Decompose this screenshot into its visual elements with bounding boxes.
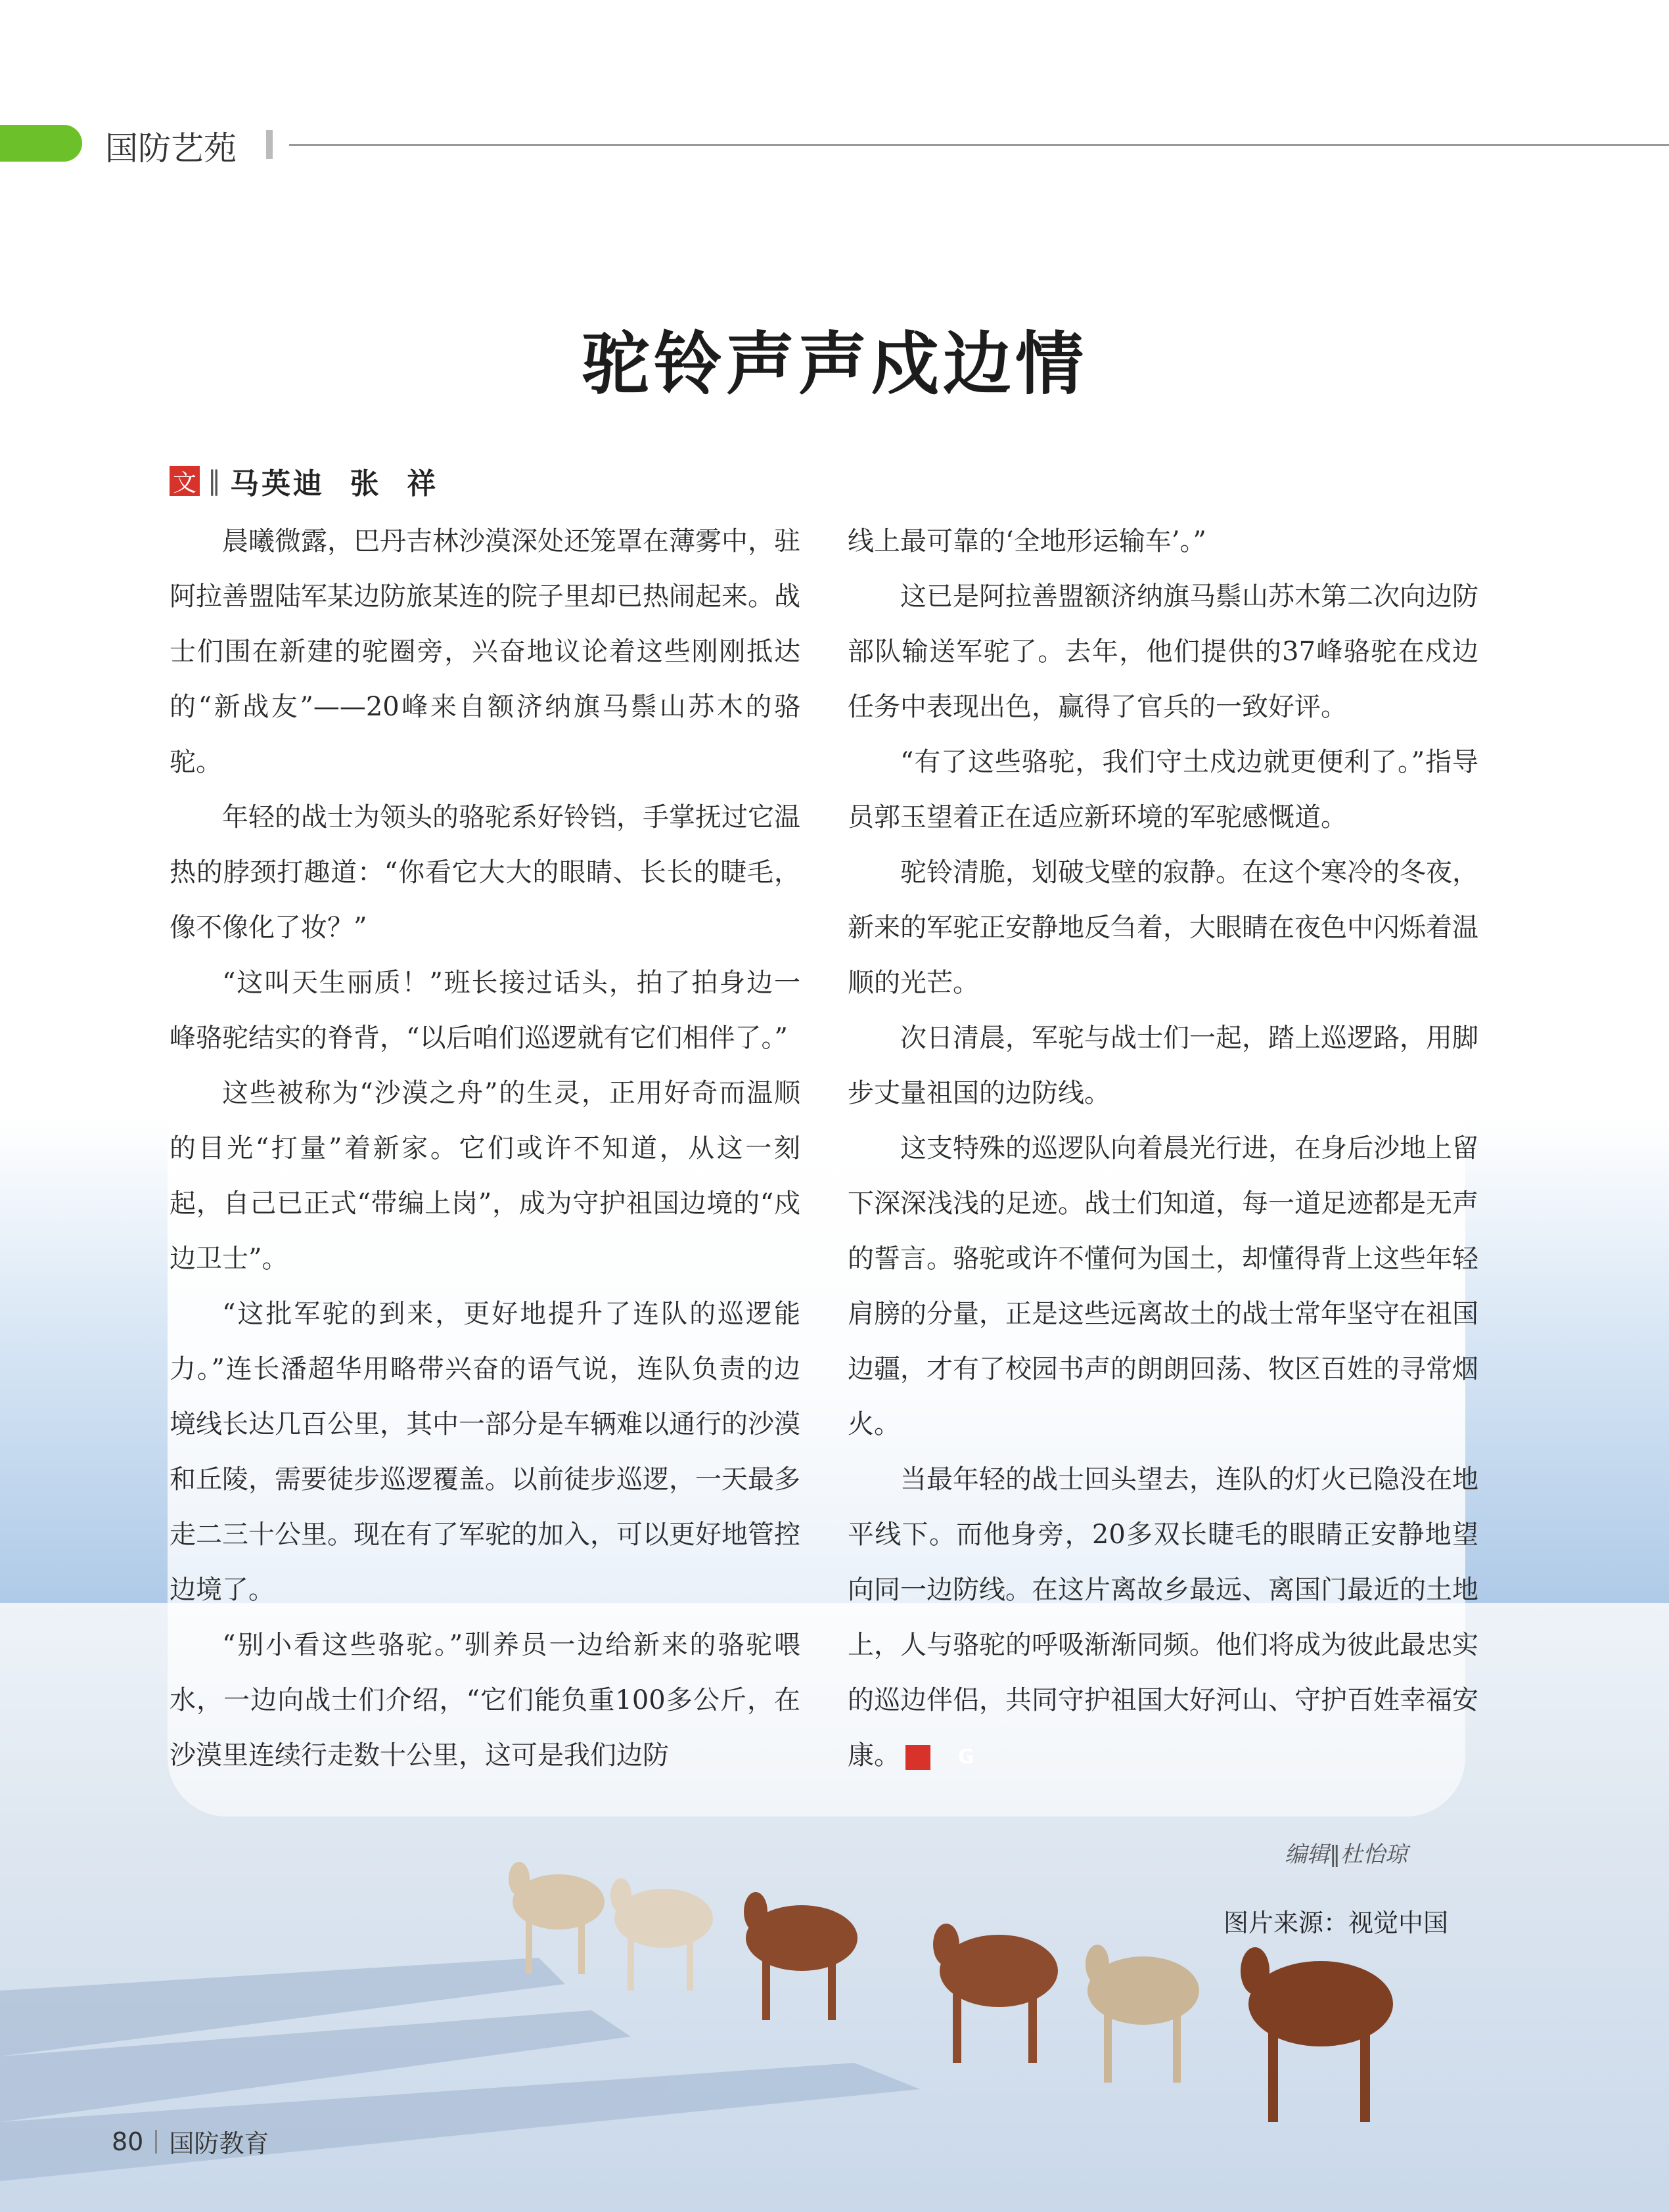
camel-1 [509, 1862, 605, 1974]
page-footer [112, 2123, 269, 2159]
paragraph: “有了这些骆驼，我们守土戍边就更便利了。”指导员郭玉望着正在适应新环境的军驼感慨道。 [848, 747, 1478, 832]
article-title: 驼铃声声戍边情 [581, 324, 1087, 404]
article-column-right [848, 514, 1478, 1783]
editor-credit: 编辑‖杜怡琼 [1285, 1841, 1407, 1868]
author-names: 马英迪 张 祥 [230, 467, 439, 501]
page-number: 80 [112, 2127, 144, 2156]
paragraph-final [848, 1452, 1478, 1783]
camel-2 [610, 1878, 713, 1991]
paragraph: 这已是阿拉善盟额济纳旗马鬃山苏木第二次向边防部队输送军驼了。去年，他们提供的37峰骆驼在戍边任务中表现出色，赢得了官兵的一致好评。 [848, 581, 1478, 722]
paragraph: “别小看这些骆驼。”驯养员一边给新来的骆驼喂水，一边向战士们介绍，“它们能负重100多公斤，在沙漠里连续行走数十公里，这可是我们边防 [170, 1630, 800, 1771]
section-accent-bar [0, 125, 82, 162]
footer-divider [155, 2130, 157, 2154]
camel-6 [1241, 1947, 1393, 2122]
paragraph: 这支特殊的巡逻队向着晨光行进，在身后沙地上留下深深浅浅的足迹。战士们知道，每一道足迹都是无声的誓言。骆驼或许不懂何为国土，却懂得背上这些年轻肩膀的分量，正是这些远离故土的战士常年坚守在祖国边疆，才有了校园书声的朗朗回荡、牧区百姓的寻常烟火。 [848, 1133, 1478, 1439]
paragraph: “这批军驼的到来，更好地提升了连队的巡逻能力。”连长潘超华用略带兴奋的语气说，连队负责的边境线长达几百公里，其中一部分是车辆难以通行的沙漠和丘陵，需要徒步巡逻覆盖。以前徒步巡逻，一天最多走二三十公里。现在有了军驼的加入，可以更好地管控边境了。 [170, 1299, 800, 1605]
paragraph: “这叫天生丽质！”班长接过话头，拍了拍身边一峰骆驼结实的脊背，“以后咱们巡逻就有它们相伴了。” [170, 968, 800, 1053]
image-credit: 图片来源：视觉中国 [1223, 1908, 1449, 1937]
paragraph: 年轻的战士为领头的骆驼系好铃铛，手掌抚过它温热的脖颈打趣道：“你看它大大的眼睛、长长的睫毛，像不像化了妆？” [170, 802, 800, 943]
camel-4 [933, 1924, 1058, 2063]
paragraph-continued: 线上最可靠的‘全地形运输车’。” [848, 526, 1206, 556]
section-divider-tick [266, 130, 273, 159]
section-title: 国防艺苑 [105, 129, 237, 168]
camel-5 [1086, 1945, 1199, 2083]
byline [170, 460, 438, 502]
byline-tag: 文 [170, 466, 200, 496]
article-column-left [170, 514, 800, 1783]
paragraph: 驼铃清脆，划破戈壁的寂静。在这个寒冷的冬夜，新来的军驼正安静地反刍着，大眼睛在夜色中闪烁着温顺的光芒。 [848, 857, 1478, 998]
camel-3 [744, 1892, 857, 2020]
final-paragraph-text: 当最年轻的战士回头望去，连队的灯火已隐没在地平线下。而他身旁，20多双长睫毛的眼睛正安静地望向同一边防线。在这片离故乡最远、离国门最近的土地上，人与骆驼的呼吸渐渐同频。他们将成为彼此最忠实的巡边伴侣，共同守护祖国大好河山、守护百姓幸福安康。 [848, 1464, 1478, 1771]
paragraph: 晨曦微露，巴丹吉林沙漠深处还笼罩在薄雾中，驻阿拉善盟陆军某边防旅某连的院子里却已热闹起来。战士们围在新建的驼圈旁，兴奋地议论着这些刚刚抵达的“新战友”——20峰来自额济纳旗马鬃山苏木的骆驼。 [170, 526, 800, 777]
end-mark-icon: G [905, 1745, 930, 1770]
byline-separator: ‖ [208, 466, 221, 496]
paragraph: 这些被称为“沙漠之舟”的生灵，正用好奇而温顺的目光“打量”着新家。它们或许不知道，从这一刻起，自己已正式“带编上岗”，成为守护祖国边境的“戍边卫士”。 [170, 1078, 800, 1274]
paragraph: 次日清晨，军驼与战士们一起，踏上巡逻路，用脚步丈量祖国的边防线。 [848, 1023, 1478, 1108]
header-rule [289, 144, 1669, 146]
magazine-name: 国防教育 [169, 2129, 269, 2158]
